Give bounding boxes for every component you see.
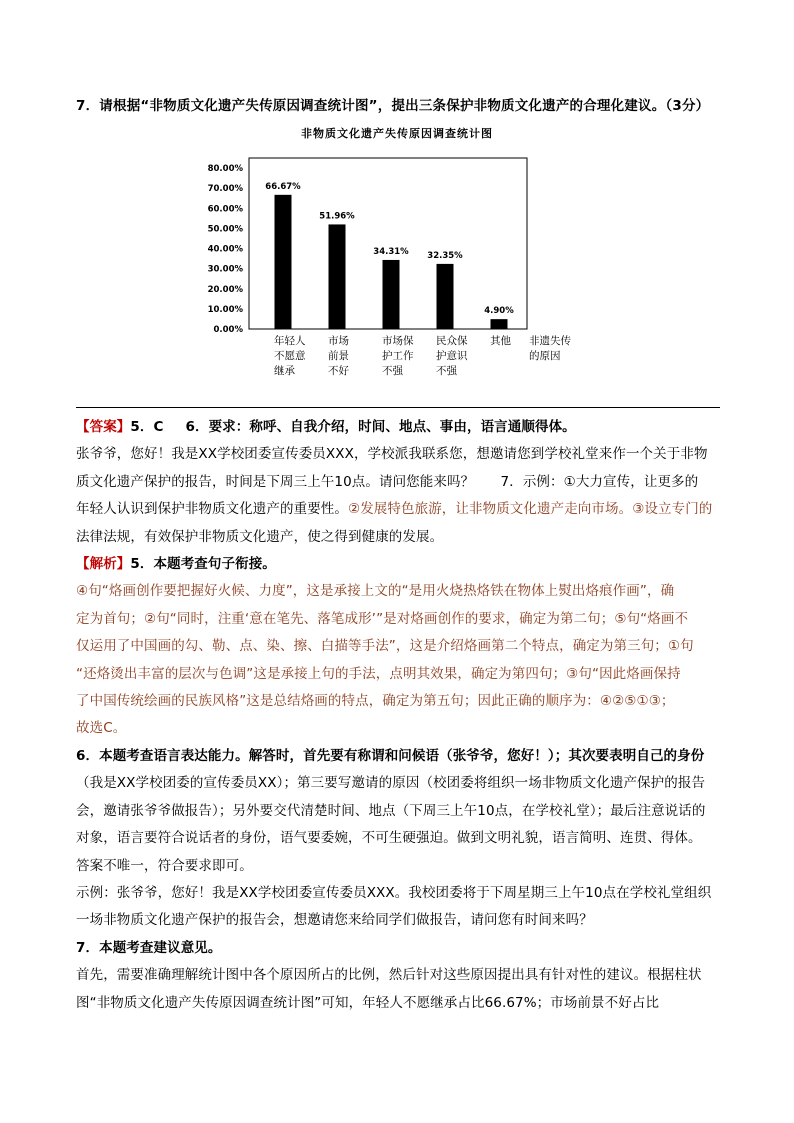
x-category-label: 护工作 — [382, 350, 414, 362]
x-axis-categories — [274, 334, 511, 377]
x-axis-label — [529, 334, 571, 362]
answer-q7: 7．示例：①大力宣传，让更多的 — [500, 473, 699, 490]
answer-q5: 5．C — [130, 419, 164, 435]
bar — [383, 260, 400, 329]
y-tick-label: 0.00% — [213, 325, 243, 335]
x-category-label: 市场 — [328, 335, 349, 347]
analysis-p1-line: 仅运用了中国画的勾、勒、点、染、擦、白描等手法”，这是介绍烙画第二个特点，确定为第三句；①句 — [76, 638, 694, 655]
x-category-label: 年轻人 — [274, 335, 306, 347]
analysis-p2-line: 对象，语言要符合说话者的身份，语气要委婉，不可生硬强迫。做到文明礼貌，语言简明、连贯、得体。 — [76, 830, 702, 847]
analysis-q7-body — [76, 962, 726, 1017]
chart-title: 非物质文化遗产失传原因调查统计图 — [301, 127, 493, 140]
analysis-p3-line: 首先，需要准确理解统计图中各个原因所占的比例，然后针对这些原因提出具有针对性的建议。根据柱状 — [76, 967, 702, 984]
question-7: 7．请根据“非物质文化遗产失传原因调查统计图”，提出三条保护非物质文化遗产的合理化建议。（3分） — [76, 98, 710, 114]
answer-line-3 — [76, 469, 726, 496]
analysis-q6: 6．本题考查语言表达能力。解答时，首先要有称谓和问候语（张爷爷，您好！）；其次要表明自己的身份 — [76, 747, 705, 764]
bar-value-label: 32.35% — [427, 250, 463, 261]
y-tick-label: 10.00% — [207, 304, 243, 315]
answer-tag: 【答案】 — [76, 419, 131, 435]
x-category-label: 继承 — [274, 365, 295, 377]
x-category-label: 民众保 — [436, 335, 468, 347]
answer-line-3-text: 质文化遗产保护的报告，时间是下周三上午10点。请问您能来吗？ — [76, 473, 475, 490]
analysis-p2-line: 会，邀请张爷爷做报告）；另外要交代清楚时间、地点（下周三上午10点，在学校礼堂）；最后注意说话的 — [76, 802, 706, 819]
analysis-q5: 5．本题考查句子衔接。 — [130, 556, 276, 573]
answer-line-4 — [76, 496, 726, 523]
analysis-q7: 7．本题考查建议意见。 — [76, 939, 222, 956]
bar — [329, 224, 346, 329]
answer-q6: 6．要求：称呼、自我介绍，时间、地点、事由，语言通顺得体。 — [185, 419, 576, 435]
x-axis-label-line: 非遗失传 — [529, 335, 571, 347]
bar — [491, 319, 508, 329]
x-category-label: 其他 — [490, 335, 511, 347]
divider-line — [76, 407, 720, 408]
bar-value-label: 51.96% — [319, 211, 355, 222]
bar-value-label: 34.31% — [373, 246, 409, 257]
y-axis-ticks — [208, 164, 244, 335]
analysis-p1-line: 故选C。 — [76, 720, 127, 737]
answer-line-4-text: 年轻人认识到保护非物质文化遗产的重要性。 — [76, 501, 348, 518]
analysis-line-1 — [76, 551, 726, 578]
answer-content — [76, 414, 726, 1017]
y-tick-label: 50.00% — [207, 224, 243, 235]
answer-line-2: 张爷爷，您好！我是XX学校团委宣传委员XXX，学校派我联系您，想邀请您到学校礼堂来作一个关于非物 — [76, 446, 708, 463]
bar — [275, 195, 292, 329]
answer-line-4b-text: ②发展特色旅游，让非物质文化遗产走向市场。③设立专门的 — [348, 501, 713, 518]
y-tick-label: 40.00% — [207, 244, 243, 255]
bars — [265, 182, 514, 329]
x-category-label: 不强 — [436, 365, 457, 377]
analysis-q5-body — [76, 578, 726, 742]
analysis-p2-line: （我是XX学校团委的宣传委员XX）；第三要写邀请的原因（校团委将组织一场非物质文化遗产保护的报告 — [76, 775, 706, 792]
answer-line-1 — [76, 414, 726, 441]
analysis-p1-line: 了中国传统绘画的民族风格”这是总结烙画的特点，确定为第五句；因此正确的顺序为：④②⑤①③； — [76, 693, 675, 710]
y-tick-label: 70.00% — [207, 184, 243, 195]
analysis-q6-body — [76, 770, 726, 934]
analysis-p1-line: ④句“烙画创作要把握好火候、力度”，这是承接上文的“是用火烧热烙铁在物体上熨出烙痕作画”，确 — [76, 583, 675, 600]
analysis-tag: 【解析】 — [76, 556, 131, 573]
analysis-p2-line: 示例：张爷爷，您好！我是XX学校团委宣传委员XXX。我校团委将于下周星期三上午10点在学校礼堂组织 — [76, 884, 712, 901]
analysis-p1-line: “还烙烫出丰富的层次与色调”这是承接上句的手法，点明其效果，确定为第四句；③句“因此烙画保持 — [76, 665, 681, 682]
x-category-label: 市场保 — [382, 335, 414, 347]
bar-chart — [200, 146, 600, 386]
bar-value-label: 4.90% — [484, 306, 514, 317]
x-category-label: 不强 — [382, 365, 403, 377]
analysis-p2-line: 答案不唯一，符合要求即可。 — [76, 857, 253, 874]
analysis-p1-line: 定为首句；②句“同时，注重‘意在笔先、落笔成形’”是对烙画创作的要求，确定为第二句；⑤句“烙画不 — [76, 610, 689, 627]
y-tick-label: 60.00% — [207, 204, 243, 215]
y-tick-label: 20.00% — [207, 284, 243, 295]
y-tick-label: 80.00% — [207, 164, 243, 174]
bar — [437, 264, 454, 329]
analysis-p3-line: 图“非物质文化遗产失传原因调查统计图”可知，年轻人不愿继承占比66.67%；市场前景不好占比 — [76, 994, 660, 1011]
answer-line-5: 法律法规，有效保护非物质文化遗产，使之得到健康的发展。 — [76, 528, 444, 545]
bar-value-label: 66.67% — [265, 181, 301, 192]
x-axis-label-line: 的原因 — [529, 350, 561, 362]
x-category-label: 前景 — [328, 350, 349, 362]
x-category-label: 不愿意 — [274, 350, 306, 362]
x-category-label: 不好 — [328, 365, 349, 377]
y-tick-label: 30.00% — [207, 264, 243, 275]
x-category-label: 护意识 — [436, 350, 468, 362]
analysis-p2-line: 一场非物质文化遗产保护的报告会，想邀请您来给同学们做报告，请问您有时间来吗？ — [76, 912, 593, 929]
